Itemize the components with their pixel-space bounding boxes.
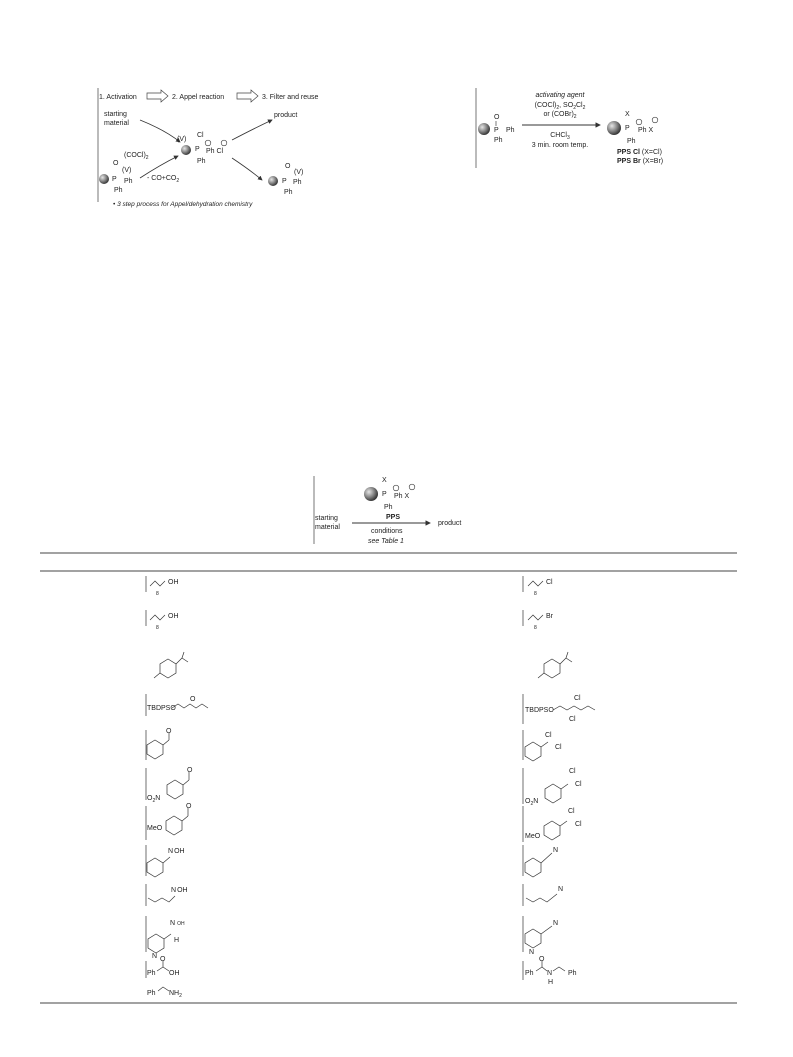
row11-sm-o: O xyxy=(160,956,166,963)
agents-line1: $(COCl)_2$, $SO_2Cl_2$ xyxy=(534,102,586,111)
step-arrow-1 xyxy=(147,90,168,102)
reactant-ph2: Ph xyxy=(494,137,503,144)
row10-sm-ring xyxy=(148,934,164,953)
row6-pr-ring xyxy=(545,784,561,803)
row4-sm-o: O xyxy=(190,696,196,703)
table-row xyxy=(154,652,572,678)
pps-bead xyxy=(364,487,378,501)
step-activation: 1. Activation xyxy=(99,94,137,101)
product-plus xyxy=(636,119,642,125)
left-ph1: Ph xyxy=(124,178,133,185)
row11-sm-oh: OH xyxy=(169,970,180,977)
table-row xyxy=(146,767,582,807)
table-row xyxy=(146,610,554,631)
right-ph1: Ph xyxy=(293,179,302,186)
product-minus xyxy=(652,117,658,123)
arrow-center-to-oxide xyxy=(232,158,262,180)
row1-pr-sub: 8 xyxy=(534,591,537,597)
arrow-sm-to-center xyxy=(140,120,180,142)
minus-charge xyxy=(221,140,227,146)
left-ox: (V) xyxy=(122,167,132,174)
center-p: P xyxy=(195,146,200,153)
product-p: P xyxy=(625,125,630,132)
reactant-ph1: Ph xyxy=(506,127,515,134)
pps-plus xyxy=(393,485,399,491)
row5-sm-ring xyxy=(147,740,163,759)
pps-phx: Ph X xyxy=(394,493,410,500)
left-bead xyxy=(99,174,109,184)
row9-pr-n: N xyxy=(558,886,564,893)
product-phx: Ph X xyxy=(638,127,654,134)
row11-pr-ph1: Ph xyxy=(525,970,534,977)
row11-pr-h: H xyxy=(548,979,554,986)
table-row xyxy=(146,884,563,906)
row7-pr-cl1: Cl xyxy=(568,808,575,815)
label-material: material xyxy=(104,120,129,127)
row4-sm-tbdpso: TBDPSO xyxy=(147,705,176,712)
row11-pr-ph2: Ph xyxy=(568,970,577,977)
row11-pr-o: O xyxy=(539,956,545,963)
table-body xyxy=(146,576,595,999)
row8-pr-n: N xyxy=(553,847,559,854)
row6-sm-o: O xyxy=(187,767,193,774)
center-ph-cl: Ph Cl xyxy=(206,148,224,155)
row10-pr-ring xyxy=(525,929,541,948)
reactant-p: P xyxy=(494,127,499,134)
right-p: P xyxy=(282,178,287,185)
row3-sm-ring xyxy=(160,659,176,678)
label-starting: starting xyxy=(104,111,127,118)
scheme-general xyxy=(314,476,461,545)
row1-pr-cl: Cl xyxy=(546,579,553,586)
pps-minus xyxy=(409,484,415,490)
reactant-o: O xyxy=(494,114,500,121)
row4-pr-cl1: Cl xyxy=(574,695,581,702)
loss-gas: - $CO+CO_2$ xyxy=(147,175,180,184)
conditions-time: 3 min. room temp. xyxy=(531,142,589,149)
table-row xyxy=(146,576,553,597)
see-table: see Table 1 xyxy=(368,538,404,545)
label-product: product xyxy=(274,112,298,119)
row11-sm-ph: Ph xyxy=(147,970,156,977)
step-filter: 3. Filter and reuse xyxy=(262,94,319,101)
center-ox: (V) xyxy=(177,136,187,143)
row2-sm-oh: OH xyxy=(168,613,179,620)
pps-ph: Ph xyxy=(384,504,393,511)
row7-sm-meo: MeO xyxy=(147,825,163,832)
reactant-bead xyxy=(478,123,490,135)
label-material-3: material xyxy=(315,524,340,531)
row2-sm-sub: 8 xyxy=(156,625,159,631)
row11-sm-amine-ph: Ph xyxy=(147,990,156,997)
table-row xyxy=(146,956,577,999)
row11-sm-nh2: $NH_2$ xyxy=(169,990,182,999)
pps-br-line: PPS Br (X=Br) xyxy=(617,158,664,165)
row5-pr-cl1: Cl xyxy=(545,732,552,739)
label-starting-3: starting xyxy=(315,515,338,522)
row5-pr-ring xyxy=(525,742,541,761)
row10-pr-n1: N xyxy=(529,949,535,956)
left-o: O xyxy=(113,160,119,167)
row5-sm-o: O xyxy=(166,728,172,735)
conditions: conditions xyxy=(371,528,403,535)
row10-pr-n2: N xyxy=(553,920,559,927)
activating-agent: activating agent xyxy=(535,92,585,99)
row6-pr-no2: $O_2N$ xyxy=(525,798,539,807)
row7-pr-cl2: Cl xyxy=(575,821,582,828)
right-ox: (V) xyxy=(294,169,304,176)
center-cl: Cl xyxy=(197,132,204,139)
row4-pr-tbdpso: TBDPSO xyxy=(525,707,554,714)
left-p: P xyxy=(112,176,117,183)
product-x: X xyxy=(625,111,630,118)
table-row xyxy=(146,916,558,960)
row7-sm-ring xyxy=(166,816,182,835)
step-arrow-2 xyxy=(237,90,258,102)
table-row xyxy=(146,845,558,877)
row2-pr-br: Br xyxy=(546,613,553,620)
row2-pr-sub: 8 xyxy=(534,625,537,631)
table-row xyxy=(146,803,582,842)
step-appel: 2. Appel reaction xyxy=(172,94,225,101)
right-ph2: Ph xyxy=(284,189,293,196)
row10-sm-h: H xyxy=(174,937,180,944)
agents-line2: or $(COBr)_2$ xyxy=(543,111,577,120)
scheme1-caption: • 3 step process for Appel/dehydration chemistry xyxy=(113,201,253,208)
left-ph2: Ph xyxy=(114,187,123,194)
pps-p: P xyxy=(382,491,387,498)
row1-sm-oh: OH xyxy=(168,579,179,586)
row10-sm-n: N xyxy=(152,953,158,960)
row6-sm-no2: $O_2N$ xyxy=(147,795,161,804)
right-bead xyxy=(268,176,278,186)
row1-sm-sub: 8 xyxy=(156,591,159,597)
pps-x: X xyxy=(382,477,387,484)
table-row xyxy=(146,694,595,724)
arrow-center-to-product xyxy=(232,120,272,140)
reagent-oxalyl: $(COCl)_2$ xyxy=(124,152,149,161)
pps-label: PPS xyxy=(386,514,401,521)
row7-pr-ring xyxy=(544,821,560,840)
plus-charge xyxy=(205,140,211,146)
solvent: CHCl$_3$ xyxy=(550,132,570,141)
table-row xyxy=(146,728,562,761)
row7-pr-meo: MeO xyxy=(525,833,541,840)
product-ph: Ph xyxy=(627,138,636,145)
row8-pr-ring xyxy=(525,858,541,877)
row6-pr-cl1: Cl xyxy=(569,768,576,775)
row5-pr-cl2: Cl xyxy=(555,744,562,751)
scheme-appel-cycle xyxy=(98,88,319,208)
row8-sm-ring xyxy=(147,858,163,877)
product-bead xyxy=(607,121,621,135)
row7-sm-o: O xyxy=(186,803,192,810)
row6-sm-ring xyxy=(167,780,183,799)
right-o: O xyxy=(285,163,291,170)
row4-pr-cl2: Cl xyxy=(569,716,576,723)
row10-sm-noh: N OH xyxy=(170,920,185,927)
row9-sm-noh: NOH xyxy=(171,887,188,894)
center-ph: Ph xyxy=(197,158,206,165)
scheme-activation xyxy=(476,88,663,168)
row3-pr-ring xyxy=(544,659,560,678)
row11-pr-n: N xyxy=(547,970,553,977)
center-bead xyxy=(181,145,191,155)
row8-sm-noh: NOH xyxy=(168,848,185,855)
row6-pr-cl2: Cl xyxy=(575,781,582,788)
label-product-3: product xyxy=(438,520,462,527)
pps-cl-line: PPS Cl (X=Cl) xyxy=(617,149,662,156)
